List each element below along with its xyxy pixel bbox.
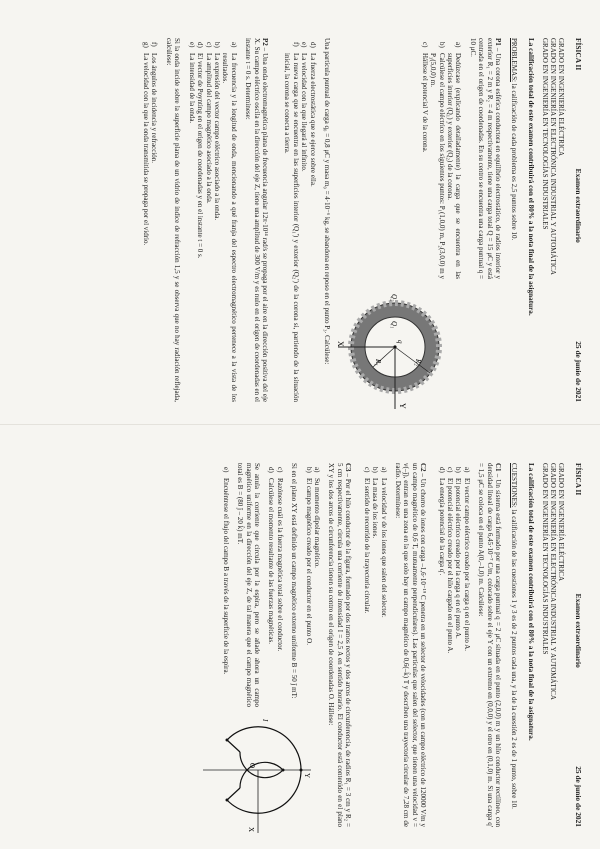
list-item — [304, 467, 312, 707]
item-label: b) — [212, 42, 221, 48]
degree: GRADO EN INGENIERÍA ELÉCTRICA — [556, 463, 565, 582]
item-label: d) — [437, 467, 446, 473]
section-note: la calificación de las cuestiones 1 y 3 es de 2 puntos cada una, y la de la cuestión 2 es de 1 punto, sobre 10. — [510, 507, 519, 809]
item-text: El sentido de recorrido de la trayectoria circular. — [362, 478, 371, 614]
item-text: Los ángulos de incidencia y refracción. — [150, 53, 159, 164]
question-id: C3 — [344, 463, 353, 472]
list-item — [429, 42, 446, 279]
problem-statement — [244, 38, 269, 402]
item-text: Dedúzcase (explicando detalladamente) la carga que se encuentra en las superficies interior (Q₁) y exterior (Q₂) de la corona. — [445, 53, 463, 279]
list-item — [142, 42, 150, 402]
list-item — [267, 467, 275, 707]
degree: GRADO EN INGENIERÍA ELÉCTRICA — [556, 38, 565, 157]
question-text: Si en el plano XY está definido un campo magnético externo uniforme B = 50 ĵ mT: — [290, 463, 299, 699]
item-label: g) — [142, 42, 151, 48]
list-item — [283, 42, 300, 402]
item-text: Su momento dipolar magnético. — [313, 478, 322, 568]
item-label: e) — [300, 42, 309, 48]
exam-type: Examen extraordinario — [574, 593, 583, 668]
item-text: Hállese el potencial V de la corona. — [420, 53, 429, 153]
grading-note: La calificación total de este examen contribuirá con el 80% a la nota final de la asignatura. — [526, 463, 535, 741]
item-text: Calcúlese el momento resultante de las fuerzas magnéticas. — [267, 478, 276, 644]
page-header — [574, 38, 582, 402]
item-text: El vector de Poynting en el origen de coordenadas y en el instante t = 0 s. — [196, 53, 205, 259]
degree: GRADO EN INGENIERÍA EN TECNOLOGÍAS INDUSTRIALES — [541, 463, 550, 655]
question-text: – Por el hilo conductor de la figura, formado por dos tramos rectos y dos arcos de circunferencia, de radios R₁ = 3 cm y R₂ = 5 cm respectivamente, circula una corriente de intensidad I = 2,5 A en sentido horario. El conductor está contenido en el plano XY y los dos arcos de circunferencia tienen su centro en el origen de coordenadas O. Hállese: — [327, 463, 353, 827]
course-title: FÍSICA II — [574, 463, 583, 496]
list-item — [221, 467, 229, 707]
item-label: f) — [150, 42, 159, 47]
item-label: c) — [362, 467, 371, 473]
problems-page — [0, 0, 600, 424]
list-item — [371, 467, 379, 827]
section-heading — [510, 38, 518, 402]
page-header — [574, 463, 582, 827]
item-label: a) — [379, 467, 388, 473]
question-text: – Un sistema está formado por una carga puntual q = 2 μC situada en el punto (2,0,0) m y un hilo conductor rectilíneo, con densidad lineal de carga 6,45·10⁻⁷ C/m, colocado sobre el eje Y con un extremo en (0,0,0) y el otro en (0,1,0) m. Si una carga q' = 1,5 μC se coloca en el punto A(0,–1,0) m. Calcúlese: — [477, 463, 502, 827]
item-text: El vector campo eléctrico creado por la carga q en el punto A. — [462, 478, 471, 652]
item-label: b) — [454, 467, 463, 473]
item-text: La velocidad con la que llegará al infinito. — [300, 53, 309, 172]
exam-type: Examen extraordinario — [574, 168, 583, 243]
problem-text: Si la onda incide sobre la superficie plana de un vidrio de índice de refracción 1,5 y se observa que no hay radiación reflejada, calcúlese: — [164, 38, 182, 402]
list-item — [300, 42, 308, 402]
item-label: d) — [308, 42, 317, 48]
item-label: c) — [275, 467, 284, 473]
spherical-shell-figure — [335, 287, 450, 412]
list-item — [454, 467, 462, 827]
questions-page — [0, 425, 600, 849]
item-label: d) — [267, 467, 276, 473]
list-item — [362, 467, 370, 827]
degree-list — [541, 38, 564, 402]
item-text: La velocidad con la que la onda transmitida se propaga por el vidrio. — [142, 53, 151, 246]
item-label: e) — [187, 42, 196, 48]
y-axis-label: Y — [303, 773, 312, 779]
item-text: Encuéntrese el flujo del campo B a través de la superficie de la espira. — [221, 478, 230, 675]
problem-statement — [468, 38, 502, 402]
list-item — [313, 467, 321, 707]
question-c3 — [221, 463, 353, 833]
question-statement — [394, 463, 428, 827]
item-text: El potencial eléctrico creado por la carga q en el punto A. — [454, 478, 463, 639]
item-label: d) — [196, 42, 205, 48]
problems-page-scan — [0, 0, 600, 424]
item-text: La frecuencia y la longitud de onda, mencionando a qué franja del espectro electromagnético pertenece a la vista de los resultados. — [221, 53, 238, 402]
x-axis-label: X — [336, 341, 345, 347]
problem-id: P2 — [260, 38, 269, 46]
section-heading — [510, 463, 518, 827]
exam-date: 25 de junio de 2021 — [574, 766, 583, 827]
q-label: q — [396, 340, 404, 344]
item-text: La energía potencial de la carga q'. — [437, 478, 446, 576]
item-label: a) — [454, 42, 463, 48]
q2-label: Q₂ — [390, 294, 398, 302]
list-item — [446, 42, 463, 279]
question-c1 — [437, 463, 502, 827]
degree: GRADO EN INGENIERÍA EN ELECTRÓNICA INDUSTRIAL Y AUTOMÁTICA — [549, 38, 557, 275]
question-id: C1 — [494, 463, 502, 472]
list-item — [379, 467, 387, 827]
list-item — [308, 42, 316, 402]
item-text: La nueva carga que se encuentra en las superficies interior (Q₁') y exterior (Q₂') de la corona si, partiendo de la situación inicial, la corona se conecta a tierra. — [283, 53, 300, 402]
list-item — [420, 42, 428, 279]
question-statement — [327, 463, 352, 827]
item-text: Calcúlese el campo eléctrico en los siguientes puntos: P₁(1,0,0) m, P₂(3,0,0) m y P₃(5,0,0) m. — [429, 53, 446, 279]
questions-page-scan — [0, 424, 600, 849]
problem-p2 — [142, 38, 269, 402]
section-note: la calificación de cada problema es 2,5 puntos sobre 10. — [510, 81, 519, 241]
list-item — [150, 42, 158, 402]
item-label: c) — [204, 42, 213, 48]
list-item — [204, 42, 212, 402]
problem-text: Una partícula puntual de carga q₀ = 0,8 μC y masa m₀ = 4·10⁻⁶ kg, se abandona en reposo en el punto P₃. Calcúlese: — [323, 38, 331, 365]
list-item — [446, 467, 454, 827]
item-label: a) — [229, 42, 238, 48]
wire-loop-figure — [198, 715, 313, 835]
grading-note: La calificación total de este examen contribuirá con el 80% a la nota final de la asignatura. — [526, 38, 535, 316]
item-label: a) — [313, 467, 322, 473]
r2-label: R₂ — [414, 359, 422, 366]
problem-text: – Una onda electromagnética plana de frecuencia angular 12π·10¹⁴ rad/s se propaga por el aire en la dirección positiva del eje X. Su campo eléctrico oscila en la dirección del eje Z, tiene una amplitud de 300 V/m y es nulo en el origen de coordenadas en el instante t = 0 s. Determínese: — [244, 38, 269, 402]
list-item — [437, 467, 445, 827]
degree-list — [541, 463, 564, 827]
list-item — [221, 42, 238, 402]
problem-text: – Una corona esférica conductora en equilibrio electrostático, de radios interior y exterior R₁ = 2 m y R₂ = 4 m respectivamente, tiene una carga total Q = 15 μC y está centrada en el origen de coordenadas. En su centro se encuentra una carga puntual q = 10 μC. — [468, 38, 502, 279]
item-label: e) — [221, 467, 230, 473]
item-text: La velocidad v de los iones que salen del selector. — [379, 478, 388, 618]
question-c2 — [362, 463, 427, 827]
item-text: La intensidad de la onda. — [187, 53, 196, 124]
item-label: a) — [462, 467, 471, 473]
item-label: f) — [291, 42, 300, 47]
item-label: b) — [371, 467, 380, 473]
degree: GRADO EN INGENIERÍA EN ELECTRÓNICA INDUSTRIAL Y AUTOMÁTICA — [549, 463, 557, 700]
current-label: I — [261, 719, 270, 722]
item-text: Razónese cuál es la fuerza magnética total sobre el conductor. — [275, 478, 284, 652]
item-text: La masa de los iones. — [371, 478, 380, 539]
course-title: FÍSICA II — [574, 38, 583, 71]
question-id: C2 — [419, 463, 428, 472]
section-title: PROBLEMAS: — [510, 38, 519, 82]
q1-label: Q₁ — [390, 321, 398, 329]
item-label: c) — [420, 42, 429, 48]
degree: GRADO EN INGENIERÍA EN TECNOLOGÍAS INDUSTRIALES — [541, 38, 550, 230]
list-item — [213, 42, 221, 402]
exam-date: 25 de junio de 2021 — [574, 341, 583, 402]
section-title: CUESTIONES: — [510, 463, 519, 508]
item-text: La expresión del vector campo eléctrico asociado a la onda. — [212, 53, 221, 221]
item-text: La fuerza electrostática que se ejerce sobre ella. — [308, 53, 317, 187]
item-label: b) — [437, 42, 446, 48]
item-text: La amplitud del campo magnético asociado a la onda. — [204, 53, 213, 204]
item-text: El campo magnético creado por el conductor en el punto O. — [304, 478, 313, 645]
item-label: c) — [445, 467, 454, 473]
list-item — [275, 467, 283, 707]
list-item — [196, 42, 204, 402]
x-axis-label: X — [247, 827, 256, 833]
item-label: b) — [304, 467, 313, 473]
list-item — [187, 42, 195, 402]
problem-id: P1 — [494, 38, 502, 46]
problem-p1 — [283, 38, 502, 409]
item-text: El potencial eléctrico creado por el hilo cargado en el punto A. — [445, 478, 454, 654]
question-text: – Un chorro de iones con carga –1,6·10⁻¹⁹ C penetra en un selector de velocidades (con un campo eléctrico de 120000 V/m y un campo magnético de 0,6 T, mutuamente perpendiculares). Las partículas que salen del selector, que tienen una velocidad v = v(–ĵ), entran en una zona en la que solo hay un campo magnético de 0,6(–k̂) T y describen una trayectoria circular de 7,28 cm de radio. Determínese: — [393, 463, 428, 827]
list-item — [462, 467, 470, 827]
origin-label: O — [248, 763, 257, 769]
r1-label: R₁ — [374, 359, 382, 366]
question-text: Se anula la corriente que circula por la espira, pero se añade ahora un campo magnético uniforme en la dirección del eje Z, de tal manera que el campo magnético total es B = (80 ĵ – 20 k̂) mT. — [236, 463, 262, 707]
question-statement — [477, 463, 502, 827]
y-axis-label: Y — [398, 403, 407, 409]
